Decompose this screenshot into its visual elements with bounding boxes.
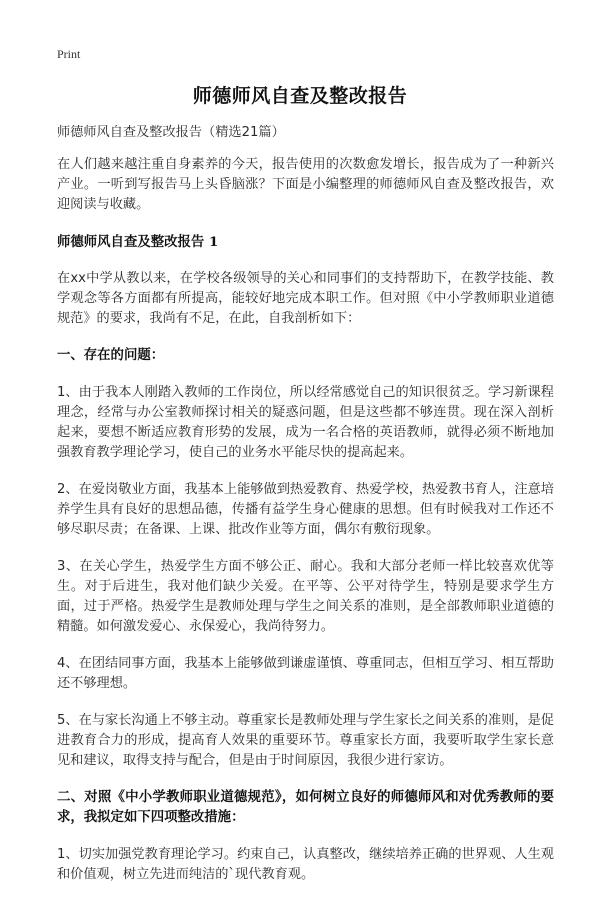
section-heading-measures: 二、对照《中小学教师职业道德规范》，如何树立良好的师德师风和对优秀教师的要求，我拟定如下四项整改措施：: [57, 790, 554, 825]
report-heading: 师德师风自查及整改报告 1: [57, 234, 219, 250]
problem-item: 3、在关心学生，热爱学生方面不够公正、耐心。我和大部分老师一样比较喜欢优等生。对于后进生，我对他们缺少关爱。在平等、公平对待学生，特别是要求学生方面，过于严格。热爱学生是教师处理与学生之间关系的准则，是全部教师职业道德的精髓。如何激发爱心、永保爱心，我尚待努力。: [57, 559, 554, 634]
page-title: 师德师风自查及整改报告: [192, 85, 408, 107]
subtitle: 师德师风自查及整改报告（精选21篇）: [57, 125, 285, 140]
document-body: [57, 123, 554, 902]
print-link[interactable]: Print: [57, 47, 81, 61]
measure-item: 1、切实加强党教育理论学习。约束自己，认真整改，继续培养正确的世界观、人生观和价值观，树立先进而纯洁的`现代教育观。: [57, 847, 554, 882]
report-intro-paragraph: 在xx中学从教以来，在学校各级领导的关心和同事们的支持帮助下，在教学技能、教学观念等各方面都有所提高，能较好地完成本职工作。但对照《中小学教师职业道德规范》的要求，我尚有不足，在此，自我剖析如下：: [57, 271, 554, 326]
intro-paragraph: 在人们越来越注重自身素养的今天，报告使用的次数愈发增长，报告成为了一种新兴产业。一听到写报告马上头昏脑涨？下面是小编整理的师德师风自查及整改报告，欢迎阅读与收藏。: [57, 157, 554, 212]
problem-item: 2、在爱岗敬业方面，我基本上能够做到热爱教育、热爱学校，热爱教书育人，注意培养学生具有良好的思想品德，传播有益学生身心健康的思想。但有时候我对工作还不够尽职尽责；在备课、上课、批改作业等方面，偶尔有敷衍现象。: [57, 482, 554, 537]
problem-item: 4、在团结同事方面，我基本上能够做到谦虚谨慎、尊重同志，但相互学习、相互帮助还不够理想。: [57, 656, 554, 691]
problem-item: 1、由于我本人刚踏入教师的工作岗位，所以经常感觉自己的知识很贫乏。学习新课程理念，经常与办公室教师探讨相关的疑惑问题，但是这些都不够连贯。现在深入剖析起来，要想不断适应教育形势的发展，成为一名合格的英语教师，就得必须不断地加强教育教学理论学习，使自己的业务水平能尽快的提高起来。: [57, 385, 554, 460]
section-heading-problems: 一、存在的问题：: [57, 348, 165, 363]
problem-item: 5、在与家长沟通上不够主动。尊重家长是教师处理与学生家长之间关系的准则，是促进教育合力的形成，提高育人效果的重要环节。尊重家长方面，我要听取学生家长意见和建议，取得支持与配合，但是由于时间原因，我很少进行家访。: [57, 713, 554, 768]
